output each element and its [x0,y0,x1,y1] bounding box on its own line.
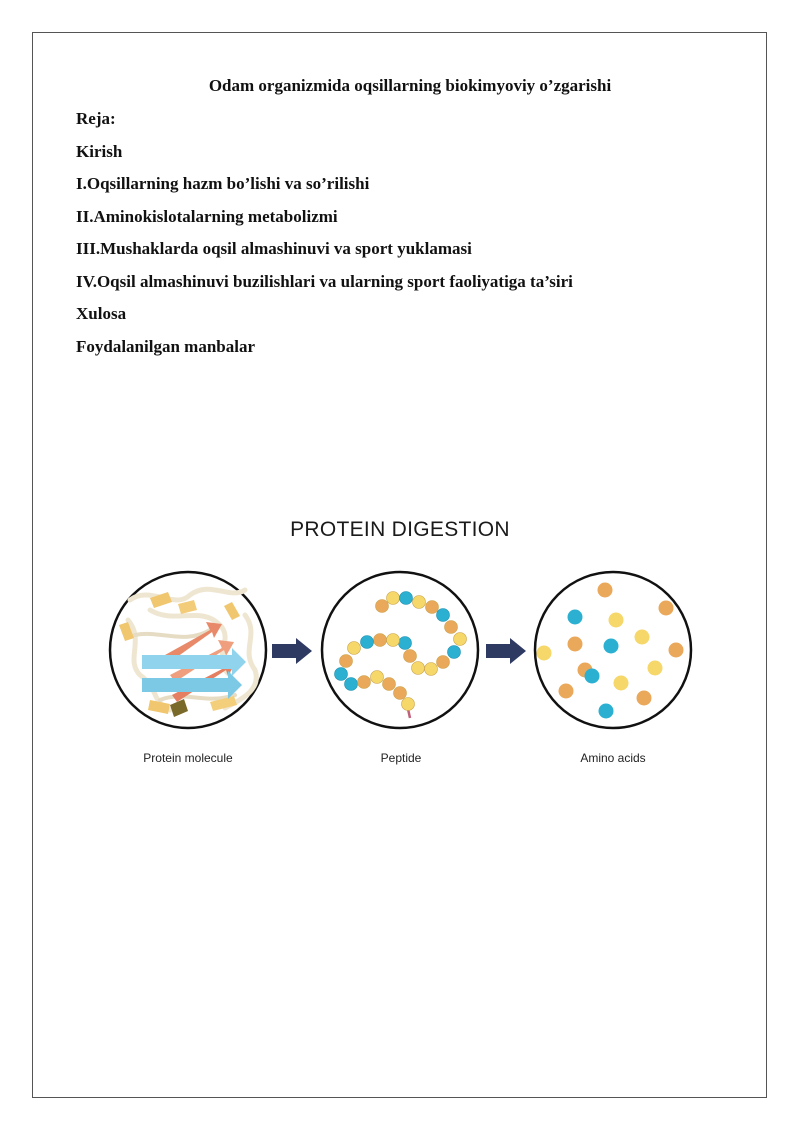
amino-acids-icon [535,572,691,728]
arrow-right-icon [486,638,526,664]
outline-item-references: Foydalanilgan manbalar [76,336,256,356]
outline-heading: Reja: [76,109,116,128]
outline-item-1: I.Oqsillarning hazm bo’lishi va so’rilishi [76,174,370,193]
outline-item-conclusion: Xulosa [76,304,127,323]
label-protein-molecule: Protein molecule [143,751,233,765]
peptide-chain-icon [322,572,478,728]
label-amino-acids: Amino acids [580,751,646,765]
document-title: Odam organizmida oqsillarning biokimyoviy o’zgarishi [208,76,612,95]
outline-item-2: II.Aminokislotalarning metabolizmi [76,206,338,226]
protein-digestion-illustration [0,560,800,780]
outline-item-intro: Kirish [76,141,123,161]
arrow-right-icon [272,638,312,664]
plan-outline [76,108,573,368]
outline-item-4: IV.Oqsil almashinuvi buzilishlari va ularning sport faoliyatiga ta’siri [76,271,573,291]
figure-title: PROTEIN DIGESTION [290,518,510,541]
protein-molecule-icon [110,572,266,728]
outline-item-3: III.Mushaklarda oqsil almashinuvi va sport yuklamasi [76,239,472,258]
label-peptide: Peptide [380,751,422,765]
